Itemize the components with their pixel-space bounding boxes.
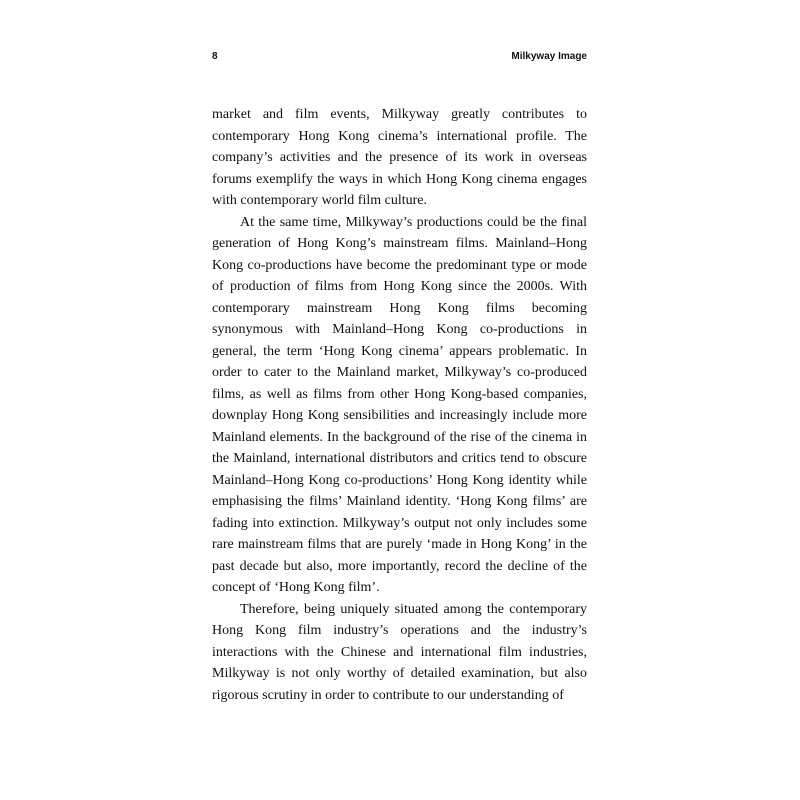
page-number: 8 <box>212 51 218 62</box>
paragraph-milkyway-productions: At the same time, Milkyway’s productions could be the final generation of Hong Kong’s mainstream films. Mainland–Hong Kong co-productions have become the predominant type or mode of production of films from Hong Kong since the 2000s. With contemporary mainstream Hong Kong films becoming synonymous with Mainland–Hong Kong co-productions in general, the term ‘Hong Kong cinema’ appears problematic. In order to cater to the Mainland market, Milkyway’s co-produced films, as well as films from other Hong Kong-based companies, downplay Hong Kong sensibilities and increasingly include more Mainland elements. In the background of the rise of the cinema in the Mainland, international distributors and critics tend to obscure Mainland–Hong Kong co-productions’ Hong Kong identity while emphasising the films’ Mainland identity. ‘Hong Kong films’ are fading into extinction. Milkyway’s output not only includes some rare mainstream films that are purely ‘made in Hong Kong’ in the past decade but also, more importantly, record the decline of the concept of ‘Hong Kong film’. <box>212 214 587 595</box>
page-header <box>212 51 587 67</box>
paragraph-therefore: Therefore, being uniquely situated among the contemporary Hong Kong film industry’s operations and the industry’s interactions with the Chinese and international film industries, Milkyway is not only worthy of detailed examination, but also rigorous scrutiny in order to contribute to our understanding of <box>212 601 587 703</box>
running-title: Milkyway Image <box>511 51 587 62</box>
body-text <box>212 104 587 706</box>
paragraph-continuation: market and film events, Milkyway greatly contributes to contemporary Hong Kong cinema’s international profile. The company’s activities and the presence of its work in overseas forums exemplify the ways in which Hong Kong cinema engages with contemporary world film culture. <box>212 107 587 208</box>
